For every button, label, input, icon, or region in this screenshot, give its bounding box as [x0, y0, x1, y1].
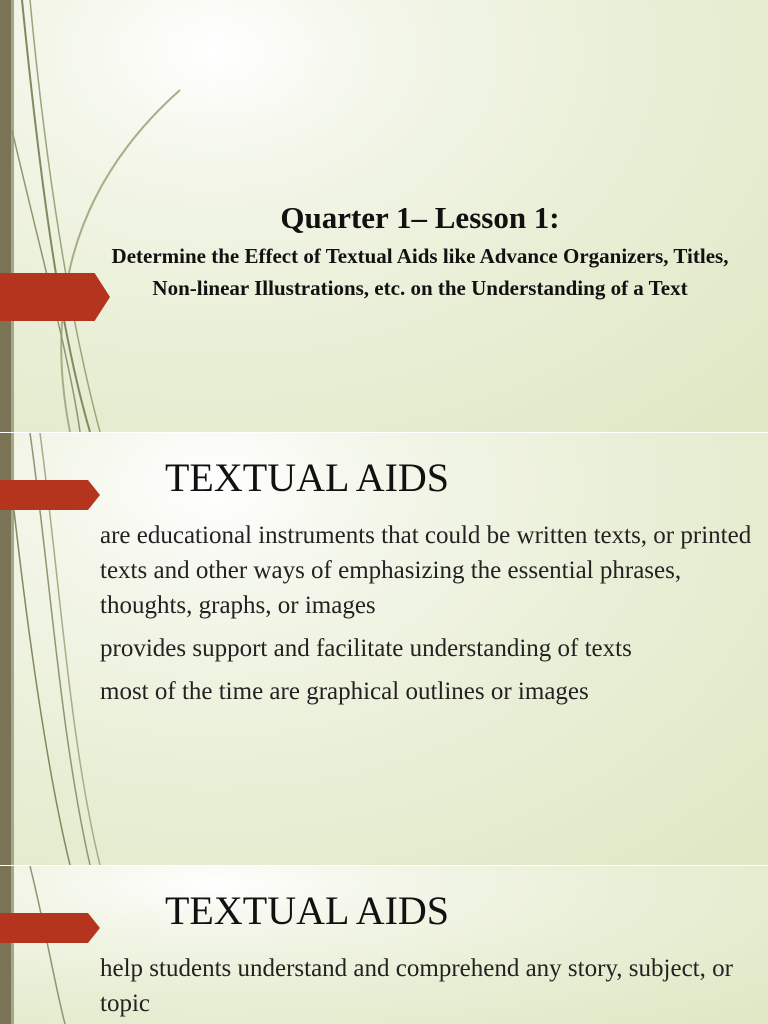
- red-accent-tab: [0, 273, 110, 321]
- slide-subtitle-text: Determine the Effect of Textual Aids like Advance Organizers, Titles, Non-linear Illustrations, etc. on the Understanding of a Text: [111, 244, 729, 300]
- slide-textual-aids-2: [0, 866, 768, 1024]
- slide-side-bar: [0, 866, 11, 1024]
- bullet-list: [75, 518, 755, 717]
- red-accent-tab: [0, 913, 100, 943]
- bullet-list: [75, 951, 755, 1024]
- bullet-text: provides support and facilitate understanding of texts: [100, 635, 632, 662]
- title-block: [110, 196, 730, 304]
- list-item: [75, 631, 755, 666]
- bullet-text: are educational instruments that could be written texts, or printed texts and other ways of emphasizing the essential phrases, thoughts, graphs, or images: [100, 522, 752, 619]
- bullet-text: help students understand and comprehend any story, subject, or topic: [100, 955, 733, 1017]
- list-item: [75, 674, 755, 709]
- slide-title: [0, 0, 768, 432]
- slide-side-bar-shade: [11, 0, 14, 432]
- red-accent-tab: [0, 480, 100, 510]
- list-item: [75, 518, 755, 623]
- slide-side-bar-shade: [11, 866, 14, 1024]
- bullet-text: most of the time are graphical outlines or images: [100, 678, 589, 705]
- list-item: [75, 951, 755, 1021]
- slide-heading: TEXTUAL AIDS: [165, 888, 450, 933]
- slide-title-text: Quarter 1– Lesson 1:: [280, 200, 560, 235]
- slide-side-bar: [0, 0, 11, 432]
- slide-textual-aids-1: [0, 433, 768, 865]
- slide-heading: TEXTUAL AIDS: [165, 455, 450, 500]
